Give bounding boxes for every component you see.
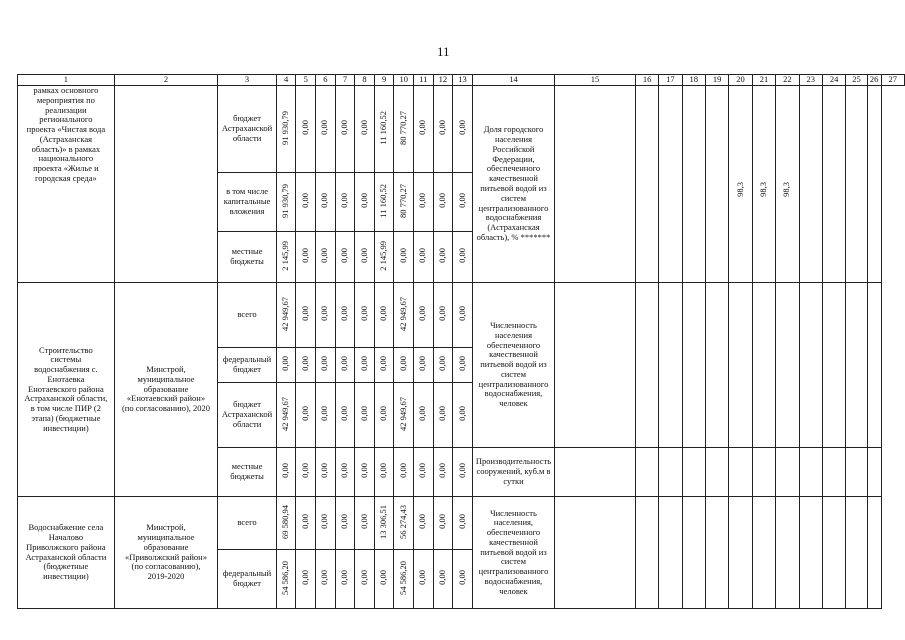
value-cell: [276, 86, 296, 173]
target-empty-cell: [846, 283, 867, 448]
value-cell-text: 54 586,20: [397, 560, 408, 595]
value-cell-text: 0,00: [437, 356, 448, 372]
value-cell: [296, 86, 316, 173]
value-cell: [374, 383, 394, 448]
value-cell: [433, 383, 453, 448]
value-cell: [335, 383, 355, 448]
value-cell: [433, 86, 453, 173]
executor-cell: Минстрой, муниципальное образование «Енотаевский район» (по согласованию), 2020: [114, 283, 217, 497]
target-empty-cell: [799, 497, 822, 609]
value-cell: [374, 173, 394, 232]
value-cell-text: 0,00: [299, 514, 310, 530]
value-cell: [394, 283, 414, 348]
target-empty-cell: [555, 283, 636, 448]
value-cell-text: 0,00: [339, 570, 350, 586]
target-empty-cell: [867, 283, 881, 448]
value-cell-text: 0,00: [437, 463, 448, 479]
value-cell-text: 0,00: [339, 406, 350, 422]
executor-cell: Минстрой, муниципальное образование «Приволжский район» (по согласованию), 2019-2020: [114, 497, 217, 609]
value-cell-text: 0,00: [319, 570, 330, 586]
value-cell-text: 0,00: [417, 120, 428, 136]
value-cell-text: 0,00: [358, 356, 369, 372]
target-empty-cell: [776, 448, 799, 497]
value-cell-text: 0,00: [456, 120, 467, 136]
value-cell-text: 0,00: [437, 248, 448, 264]
target-empty-cell: [705, 283, 728, 448]
target-empty-cell: [635, 86, 658, 283]
value-cell-text: 0,00: [456, 406, 467, 422]
value-cell-text: 0,00: [397, 463, 408, 479]
value-cell: [316, 550, 336, 609]
value-cell-text: 0,00: [378, 570, 389, 586]
value-cell-text: 80 770,27: [397, 110, 408, 145]
value-cell-text: 91 930,79: [280, 183, 291, 218]
value-cell: [335, 86, 355, 173]
value-cell-text: 0,00: [319, 463, 330, 479]
value-cell: [296, 383, 316, 448]
value-cell-text: 0,00: [358, 248, 369, 264]
target-empty-cell: [555, 497, 636, 609]
target-empty-cell: [846, 448, 867, 497]
value-cell: [374, 497, 394, 550]
value-cell: [453, 86, 473, 173]
column-header-18: 18: [682, 75, 705, 86]
target-value-text: 98,3: [734, 182, 745, 198]
value-cell-text: 11 160,52: [378, 110, 389, 145]
value-cell-text: 0,00: [456, 306, 467, 322]
column-header-23: 23: [799, 75, 822, 86]
value-cell-text: 0,00: [319, 120, 330, 136]
executor-cell: [114, 86, 217, 283]
activity-name: Водоснабжение села Началово Приволжского района Астраханской области (бюджетные инвестиции): [18, 497, 115, 609]
value-cell-text: 42 949,67: [397, 296, 408, 331]
page-number: 11: [437, 44, 450, 59]
value-cell: [316, 86, 336, 173]
value-cell-text: 0,00: [378, 306, 389, 322]
target-empty-cell: [799, 448, 822, 497]
value-cell-text: 0,00: [378, 406, 389, 422]
value-cell-text: 56 274,43: [397, 504, 408, 539]
target-value-21: [729, 86, 752, 283]
value-cell-text: 0,00: [378, 356, 389, 372]
target-value-23: [776, 86, 799, 283]
value-cell-text: 0,00: [299, 570, 310, 586]
value-cell: [394, 173, 414, 232]
table-row: [18, 283, 905, 348]
value-cell: [453, 173, 473, 232]
value-cell: [414, 173, 434, 232]
indicator-cell: Численность населения обеспеченного качественной питьевой водой из систем централизованного водоснабжения, человек: [472, 283, 554, 448]
value-cell: [453, 448, 473, 497]
target-empty-cell: [659, 283, 682, 448]
target-empty-cell: [729, 497, 752, 609]
target-empty-cell: [776, 497, 799, 609]
value-cell-text: 42 949,67: [397, 396, 408, 431]
target-empty-cell: [682, 86, 705, 283]
value-cell-text: 0,00: [358, 306, 369, 322]
value-cell: [433, 497, 453, 550]
value-cell-text: 0,00: [456, 514, 467, 530]
value-cell-text: 0,00: [417, 463, 428, 479]
value-cell-text: 0,00: [437, 514, 448, 530]
value-cell: [355, 173, 375, 232]
funding-source: федеральный бюджет: [218, 550, 277, 609]
target-empty-cell: [799, 283, 822, 448]
value-cell: [453, 283, 473, 348]
value-cell-text: 0,00: [299, 248, 310, 264]
target-empty-cell: [752, 497, 775, 609]
target-empty-cell: [752, 448, 775, 497]
target-empty-cell: [555, 448, 636, 497]
value-cell: [414, 497, 434, 550]
value-cell: [433, 448, 453, 497]
value-cell: [394, 383, 414, 448]
value-cell-text: 0,00: [378, 463, 389, 479]
value-cell: [394, 232, 414, 283]
column-header-3: 3: [218, 75, 277, 86]
value-cell-text: 0,00: [417, 356, 428, 372]
value-cell: [394, 448, 414, 497]
value-cell: [453, 232, 473, 283]
value-cell: [296, 497, 316, 550]
target-empty-cell: [846, 497, 867, 609]
value-cell-text: 0,00: [437, 306, 448, 322]
target-empty-cell: [682, 283, 705, 448]
value-cell-text: 0,00: [319, 356, 330, 372]
value-cell-text: 0,00: [437, 406, 448, 422]
value-cell: [394, 348, 414, 383]
value-cell-text: 69 580,94: [280, 504, 291, 539]
value-cell-text: 0,00: [397, 356, 408, 372]
target-empty-cell: [635, 497, 658, 609]
value-cell: [394, 550, 414, 609]
column-header-2: 2: [114, 75, 217, 86]
column-header-7: 7: [335, 75, 355, 86]
column-header-13: 13: [453, 75, 473, 86]
value-cell-text: 0,00: [299, 120, 310, 136]
funding-source: бюджет Астраханской области: [218, 86, 277, 173]
value-cell: [316, 348, 336, 383]
value-cell: [316, 448, 336, 497]
value-cell: [433, 283, 453, 348]
value-cell-text: 0,00: [299, 356, 310, 372]
value-cell-text: 13 306,51: [378, 504, 389, 539]
target-empty-cell: [822, 283, 845, 448]
value-cell: [276, 448, 296, 497]
value-cell: [296, 173, 316, 232]
value-cell-text: 11 160,52: [378, 183, 389, 218]
value-cell-text: 42 949,67: [280, 396, 291, 431]
value-cell: [453, 497, 473, 550]
value-cell: [355, 348, 375, 383]
funding-source: бюджет Астраханской области: [218, 383, 277, 448]
target-value-22: [752, 86, 775, 283]
target-empty-cell: [867, 497, 881, 609]
activity-name: Строительство системы водоснабжения с. Енотаевка Енотаевского района Астраханской области, в том числе ПИР (2 этапа) (бюджетные инвестиции): [18, 283, 115, 497]
target-empty-cell: [846, 86, 867, 283]
value-cell: [355, 283, 375, 348]
value-cell-text: 0,00: [339, 514, 350, 530]
value-cell: [374, 448, 394, 497]
value-cell-text: 0,00: [299, 463, 310, 479]
column-header-24: 24: [822, 75, 845, 86]
value-cell: [453, 348, 473, 383]
value-cell: [433, 348, 453, 383]
value-cell: [296, 348, 316, 383]
value-cell: [335, 283, 355, 348]
target-value-text: 98,3: [781, 182, 792, 198]
value-cell: [414, 283, 434, 348]
column-header-21: 21: [752, 75, 775, 86]
value-cell: [355, 86, 375, 173]
value-cell: [316, 497, 336, 550]
value-cell: [276, 283, 296, 348]
value-cell-text: 0,00: [456, 193, 467, 209]
value-cell-text: 0,00: [339, 306, 350, 322]
value-cell: [335, 348, 355, 383]
value-cell: [374, 550, 394, 609]
table-row: [18, 497, 905, 550]
value-cell: [355, 448, 375, 497]
value-cell-text: 0,00: [280, 463, 291, 479]
value-cell: [394, 86, 414, 173]
value-cell: [414, 383, 434, 448]
value-cell: [355, 232, 375, 283]
value-cell: [374, 232, 394, 283]
value-cell-text: 54 586,20: [280, 560, 291, 595]
column-header-20: 20: [729, 75, 752, 86]
target-empty-cell: [822, 86, 845, 283]
value-cell: [316, 232, 336, 283]
value-cell: [433, 232, 453, 283]
column-header-16: 16: [635, 75, 658, 86]
target-empty-cell: [635, 448, 658, 497]
target-empty-cell: [555, 86, 636, 283]
indicator-cell: Доля городского населения Российской Федерации, обеспеченного качественной питьевой водой из систем централизованного водоснабжения (Астраханская область), % *******: [472, 86, 554, 283]
target-empty-cell: [729, 283, 752, 448]
value-cell: [335, 232, 355, 283]
column-header-11: 11: [414, 75, 434, 86]
value-cell: [414, 550, 434, 609]
column-header-12: 12: [433, 75, 453, 86]
funding-source: в том числе капитальные вложения: [218, 173, 277, 232]
value-cell-text: 2 145,99: [280, 240, 291, 271]
target-empty-cell: [659, 448, 682, 497]
value-cell-text: 0,00: [417, 248, 428, 264]
value-cell-text: 0,00: [397, 248, 408, 264]
value-cell: [276, 232, 296, 283]
table-row: [18, 86, 905, 173]
value-cell-text: 0,00: [417, 406, 428, 422]
value-cell-text: 0,00: [319, 306, 330, 322]
target-empty-cell: [659, 86, 682, 283]
value-cell-text: 0,00: [299, 306, 310, 322]
value-cell: [453, 550, 473, 609]
column-header-26: 26: [867, 75, 881, 86]
target-empty-cell: [799, 86, 822, 283]
funding-source: местные бюджеты: [218, 232, 277, 283]
column-header-22: 22: [776, 75, 799, 86]
value-cell: [374, 348, 394, 383]
value-cell: [335, 173, 355, 232]
column-header-25: 25: [846, 75, 867, 86]
value-cell: [355, 550, 375, 609]
value-cell-text: 0,00: [319, 193, 330, 209]
column-header-1: 1: [18, 75, 115, 86]
value-cell: [453, 383, 473, 448]
column-header-19: 19: [705, 75, 728, 86]
column-header-6: 6: [316, 75, 336, 86]
target-empty-cell: [752, 283, 775, 448]
value-cell: [276, 550, 296, 609]
value-cell: [296, 283, 316, 348]
column-header-4: 4: [276, 75, 296, 86]
funding-source: всего: [218, 283, 277, 348]
target-empty-cell: [682, 497, 705, 609]
value-cell: [394, 497, 414, 550]
funding-source: федеральный бюджет: [218, 348, 277, 383]
value-cell: [355, 497, 375, 550]
value-cell-text: 0,00: [417, 193, 428, 209]
target-empty-cell: [659, 497, 682, 609]
column-header-27: 27: [881, 75, 905, 86]
value-cell-text: 0,00: [319, 248, 330, 264]
value-cell-text: 0,00: [358, 193, 369, 209]
column-header-8: 8: [355, 75, 375, 86]
target-empty-cell: [705, 86, 728, 283]
value-cell: [316, 283, 336, 348]
value-cell: [335, 497, 355, 550]
value-cell-text: 0,00: [417, 570, 428, 586]
target-empty-cell: [867, 86, 881, 283]
value-cell-text: 0,00: [358, 463, 369, 479]
column-header-15: 15: [555, 75, 636, 86]
value-cell: [414, 448, 434, 497]
value-cell-text: 0,00: [280, 356, 291, 372]
indicator-cell-2: Производительность сооружений, куб.м в сутки: [472, 448, 554, 497]
column-header-5: 5: [296, 75, 316, 86]
value-cell-text: 0,00: [339, 248, 350, 264]
value-cell-text: 91 930,79: [280, 110, 291, 145]
target-empty-cell: [705, 497, 728, 609]
value-cell-text: 0,00: [299, 406, 310, 422]
value-cell: [276, 383, 296, 448]
value-cell: [374, 86, 394, 173]
target-empty-cell: [867, 448, 881, 497]
header-row: [18, 75, 905, 86]
value-cell: [433, 173, 453, 232]
value-cell-text: 0,00: [299, 193, 310, 209]
value-cell: [316, 173, 336, 232]
column-header-9: 9: [374, 75, 394, 86]
value-cell: [335, 550, 355, 609]
target-empty-cell: [682, 448, 705, 497]
value-cell-text: 0,00: [417, 306, 428, 322]
value-cell: [276, 497, 296, 550]
value-cell-text: 0,00: [437, 120, 448, 136]
value-cell-text: 0,00: [358, 120, 369, 136]
value-cell-text: 0,00: [339, 120, 350, 136]
value-cell: [414, 232, 434, 283]
funding-source: местные бюджеты: [218, 448, 277, 497]
target-empty-cell: [776, 283, 799, 448]
column-header-17: 17: [659, 75, 682, 86]
activity-name: рамках основного мероприятия по реализации регионального проекта «Чистая вода (Астраханская область)» в рамках национального проекта «Жилье и городская среда»: [18, 86, 115, 283]
value-cell-text: 80 770,27: [397, 183, 408, 218]
value-cell: [276, 348, 296, 383]
value-cell-text: 42 949,67: [280, 296, 291, 331]
value-cell: [414, 348, 434, 383]
value-cell: [355, 383, 375, 448]
value-cell-text: 0,00: [417, 514, 428, 530]
value-cell-text: 0,00: [456, 248, 467, 264]
value-cell: [433, 550, 453, 609]
value-cell: [296, 448, 316, 497]
value-cell: [296, 550, 316, 609]
value-cell-text: 0,00: [437, 570, 448, 586]
value-cell-text: 0,00: [339, 463, 350, 479]
value-cell: [374, 283, 394, 348]
value-cell-text: 0,00: [319, 514, 330, 530]
value-cell-text: 0,00: [319, 406, 330, 422]
value-cell-text: 0,00: [339, 193, 350, 209]
target-value-text: 98,3: [758, 182, 769, 198]
value-cell-text: 0,00: [358, 570, 369, 586]
value-cell-text: 0,00: [358, 514, 369, 530]
value-cell-text: 0,00: [456, 463, 467, 479]
target-empty-cell: [705, 448, 728, 497]
value-cell-text: 0,00: [456, 356, 467, 372]
value-cell-text: 0,00: [437, 193, 448, 209]
target-empty-cell: [729, 448, 752, 497]
value-cell-text: 0,00: [358, 406, 369, 422]
value-cell-text: 0,00: [456, 570, 467, 586]
target-empty-cell: [822, 448, 845, 497]
column-header-14: 14: [472, 75, 554, 86]
value-cell-text: 0,00: [339, 356, 350, 372]
program-table: [17, 74, 905, 609]
value-cell: [296, 232, 316, 283]
value-cell-text: 2 145,99: [378, 240, 389, 271]
value-cell: [414, 86, 434, 173]
value-cell: [335, 448, 355, 497]
value-cell: [276, 173, 296, 232]
target-empty-cell: [635, 283, 658, 448]
indicator-cell: Численность населения, обеспеченного качественной питьевой водой из систем централизованного водоснабжения, человек: [472, 497, 554, 609]
column-header-10: 10: [394, 75, 414, 86]
target-empty-cell: [822, 497, 845, 609]
value-cell: [316, 383, 336, 448]
funding-source: всего: [218, 497, 277, 550]
